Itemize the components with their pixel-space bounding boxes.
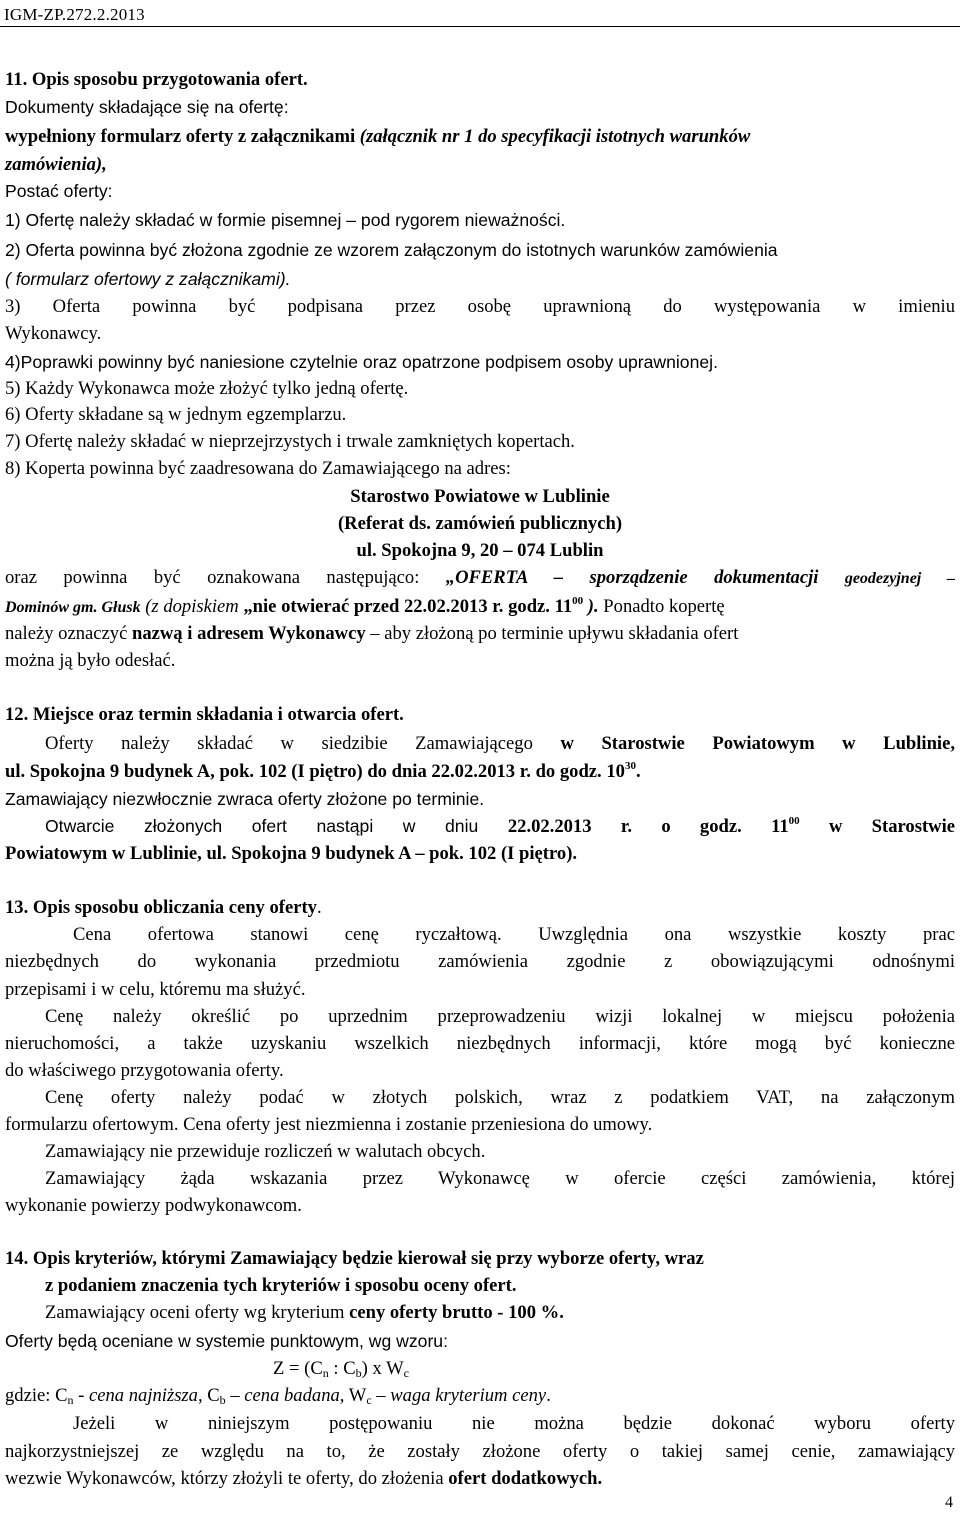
s11-mark3-a: należy oznaczyć: [5, 623, 132, 644]
s12-line-1: [5, 731, 955, 757]
s13-line-9: Zamawiający nie przewiduje rozliczeń w walutach obcych.: [45, 1141, 486, 1162]
s12-l2: ul. Spokojna 9 budynek A, pok. 102 (I piętro) do dnia 22.02.2013 r. do godz. 10: [5, 761, 625, 782]
s11-point-7: 7) Ofertę należy składać w nieprzejrzystych i trwale zamkniętych kopertach.: [5, 431, 575, 452]
s11-form-line: [5, 124, 955, 150]
s13-line-6: do właściwego przygotowania oferty.: [5, 1060, 284, 1081]
s13-title: 13. Opis sposobu obliczania ceny oferty: [5, 897, 317, 918]
section-13-title: [5, 895, 955, 921]
formula-b: : C: [328, 1358, 356, 1379]
s11-mark2-a: Dominów gm. Głusk: [5, 599, 141, 616]
where-csub: c: [366, 1393, 372, 1407]
where-g: W: [344, 1385, 367, 1406]
s11-docs-label: Dokumenty składające się na ofertę:: [5, 97, 289, 117]
s11-mark2-sup: 00: [572, 595, 584, 607]
s12-line-5: Powiatowym w Lublinie, ul. Spokojna 9 budynek A – pok. 102 (I piętro).: [5, 843, 578, 864]
formula-a: Z = (C: [273, 1358, 323, 1379]
where-i: waga kryterium ceny: [390, 1385, 547, 1406]
s11-form-a: wypełniony formularz oferty z załącznikami: [5, 126, 360, 147]
s11-mark2-b: (z dopiskiem: [140, 596, 244, 617]
s11-point-2a: 2) Oferta powinna być złożona zgodnie ze wzorem załączonym do istotnych warunków zamówienia: [5, 240, 778, 260]
s14-l1a: Zamawiający oceni oferty wg kryterium: [45, 1302, 350, 1323]
s11-mark-a: oraz powinna być oznakowana następująco:: [5, 567, 446, 588]
document-code: IGM-ZP.272.2.2013: [4, 5, 145, 24]
where-d: C: [202, 1385, 220, 1406]
s14-line-5: [5, 1466, 955, 1492]
formula-csub: c: [403, 1366, 409, 1380]
s12-l4-sup: 00: [788, 815, 800, 827]
s12-line-2: [5, 759, 955, 785]
s13-line-3: przepisami i w celu, któremu ma służyć.: [5, 979, 306, 1000]
s13-line-8: formularzu ofertowym. Cena oferty jest niezmienna i zostanie przeniesiona do umowy.: [5, 1114, 653, 1135]
s12-line-4: [5, 813, 955, 840]
s14-l1b: ceny oferty brutto - 100 %.: [349, 1302, 564, 1323]
s13-line-5: nieruchomości, a także uzyskaniu wszelkich niezbędnych informacji, które mogą być konieczne: [5, 1033, 955, 1054]
s11-mark3-c: – aby złożoną po terminie upływu składania ofert: [365, 623, 739, 644]
formula-c: ) x W: [361, 1358, 404, 1379]
s11-form-c: zamówienia),: [5, 154, 107, 175]
section-11-title: 11. Opis sposobu przygotowania ofert.: [5, 69, 308, 90]
s11-postac: Postać oferty:: [5, 181, 113, 201]
where-c: cena najniższa,: [88, 1385, 203, 1406]
s11-mark3-b: nazwą i adresem Wykonawcy: [131, 623, 366, 644]
s11-mark-b: „OFERTA – sporządzenie dokumentacji: [445, 567, 845, 588]
section-14-title-b: z podaniem znaczenia tych kryteriów i sposobu oceny ofert.: [45, 1275, 517, 1296]
s12-l2-sup: 30: [624, 760, 636, 772]
s12-l4c: w Starostwie: [799, 816, 955, 837]
where-h: –: [371, 1385, 391, 1406]
s13-line-7: Cenę oferty należy podać w złotych polskich, wraz z podatkiem VAT, na załączonym: [45, 1087, 955, 1108]
s11-point-1: 1) Ofertę należy składać w formie pisemnej – pod rygorem nieważności.: [5, 210, 566, 230]
where-b: -: [73, 1385, 89, 1406]
formula: [273, 1356, 955, 1382]
s11-mark2-d: ).: [583, 596, 599, 617]
s11-point-3a: 3) Oferta powinna być podpisana przez osobę uprawnioną do występowania w imieniu: [5, 296, 955, 317]
formula-n: n: [322, 1366, 329, 1380]
s13-title-dot: .: [316, 897, 322, 918]
where-n: n: [67, 1393, 74, 1407]
s11-point-6: 6) Oferty składane są w jednym egzemplarzu.: [5, 404, 347, 425]
s12-l1a: Oferty należy składać w siedzibie Zamawiającego: [45, 733, 561, 754]
s13-line-4: Cenę należy określić po uprzednim przeprowadzeniu wizji lokalnej w miejscu położenia: [45, 1006, 955, 1027]
formula-bsub: b: [355, 1366, 362, 1380]
s11-point-5: 5) Każdy Wykonawca może złożyć tylko jedną ofertę.: [5, 378, 409, 399]
section-12-title: 12. Miejsce oraz termin składania i otwarcia ofert.: [5, 704, 404, 725]
where-bsub: b: [219, 1393, 226, 1407]
address-line-2: (Referat ds. zamówień publicznych): [337, 513, 623, 534]
s12-l1b: w Starostwie Powiatowym w Lublinie,: [560, 733, 955, 754]
s12-l4a: Otwarcie złożonych ofert nastąpi w dniu: [45, 816, 508, 836]
where-j: .: [546, 1385, 551, 1406]
s11-mark-c: geodezyjnej –: [844, 570, 955, 587]
s11-point-8: 8) Koperta powinna być zaadresowana do Zamawiającego na adres:: [5, 458, 511, 479]
address-line-1: Starostwo Powiatowe w Lublinie: [350, 486, 610, 507]
s12-line-3: Zamawiający niezwłocznie zwraca oferty złożone po terminie.: [5, 789, 485, 809]
s14-l5a: wezwie Wykonawców, którzy złożyli te oferty, do złożenia: [5, 1468, 449, 1489]
where-a: gdzie: C: [5, 1385, 68, 1406]
s14-l5b: ofert dodatkowych.: [448, 1468, 603, 1489]
where-f: cena badana,: [244, 1385, 345, 1406]
page-number: 4: [945, 1494, 953, 1511]
s11-form-b: (załącznik nr 1 do specyfikacji istotnych warunków: [359, 126, 751, 147]
s11-marking-line-3: [5, 621, 955, 647]
s11-point-4: 4)Poprawki powinny być naniesione czytelnie oraz opatrzone podpisem osoby uprawnionej.: [5, 352, 718, 372]
s11-marking-line-1: [5, 565, 955, 592]
s11-mark2-e: Ponadto kopertę: [598, 596, 725, 617]
s11-marking-line-2: [5, 594, 955, 621]
s11-point-2b: ( formularz ofertowy z załącznikami).: [5, 269, 291, 289]
s14-line-3: Jeżeli w niniejszym postępowaniu nie można będzie dokonać wyboru oferty: [73, 1413, 955, 1434]
formula-legend: [5, 1383, 955, 1409]
s11-mark2-c: „nie otwierać przed 22.02.2013 r. godz. 11: [243, 596, 573, 617]
s14-line-2: Oferty będą oceniane w systemie punktowym, wg wzoru:: [5, 1331, 448, 1351]
s13-line-10: Zamawiający żąda wskazania przez Wykonawcę w ofercie części zamówienia, której: [45, 1168, 955, 1189]
section-14-title-a: 14. Opis kryteriów, którymi Zamawiający będzie kierował się przy wyborze oferty, wraz: [5, 1248, 704, 1269]
address-line-3: ul. Spokojna 9, 20 – 074 Lublin: [356, 540, 604, 561]
s13-line-1: Cena ofertowa stanowi cenę ryczałtową. Uwzględnia ona wszystkie koszty prac: [73, 924, 955, 945]
s13-line-2: niezbędnych do wykonania przedmiotu zamówienia zgodnie z obowiązującymi odnośnymi: [5, 951, 955, 972]
where-e: –: [225, 1385, 245, 1406]
s12-l2-end: .: [635, 761, 641, 782]
s12-l4b: 22.02.2013 r. o godz. 11: [507, 816, 789, 837]
s14-line-1: [5, 1300, 955, 1326]
s11-marking-line-4: można ją było odesłać.: [5, 650, 176, 671]
s14-line-4: najkorzystniejszej ze względu na to, że zostały złożone oferty o takiej samej cenie, zamawiający: [5, 1441, 955, 1462]
s13-line-11: wykonanie powierzy podwykonawcom.: [5, 1195, 302, 1216]
s11-point-3b: Wykonawcy.: [5, 323, 102, 344]
header-divider: [0, 26, 960, 27]
